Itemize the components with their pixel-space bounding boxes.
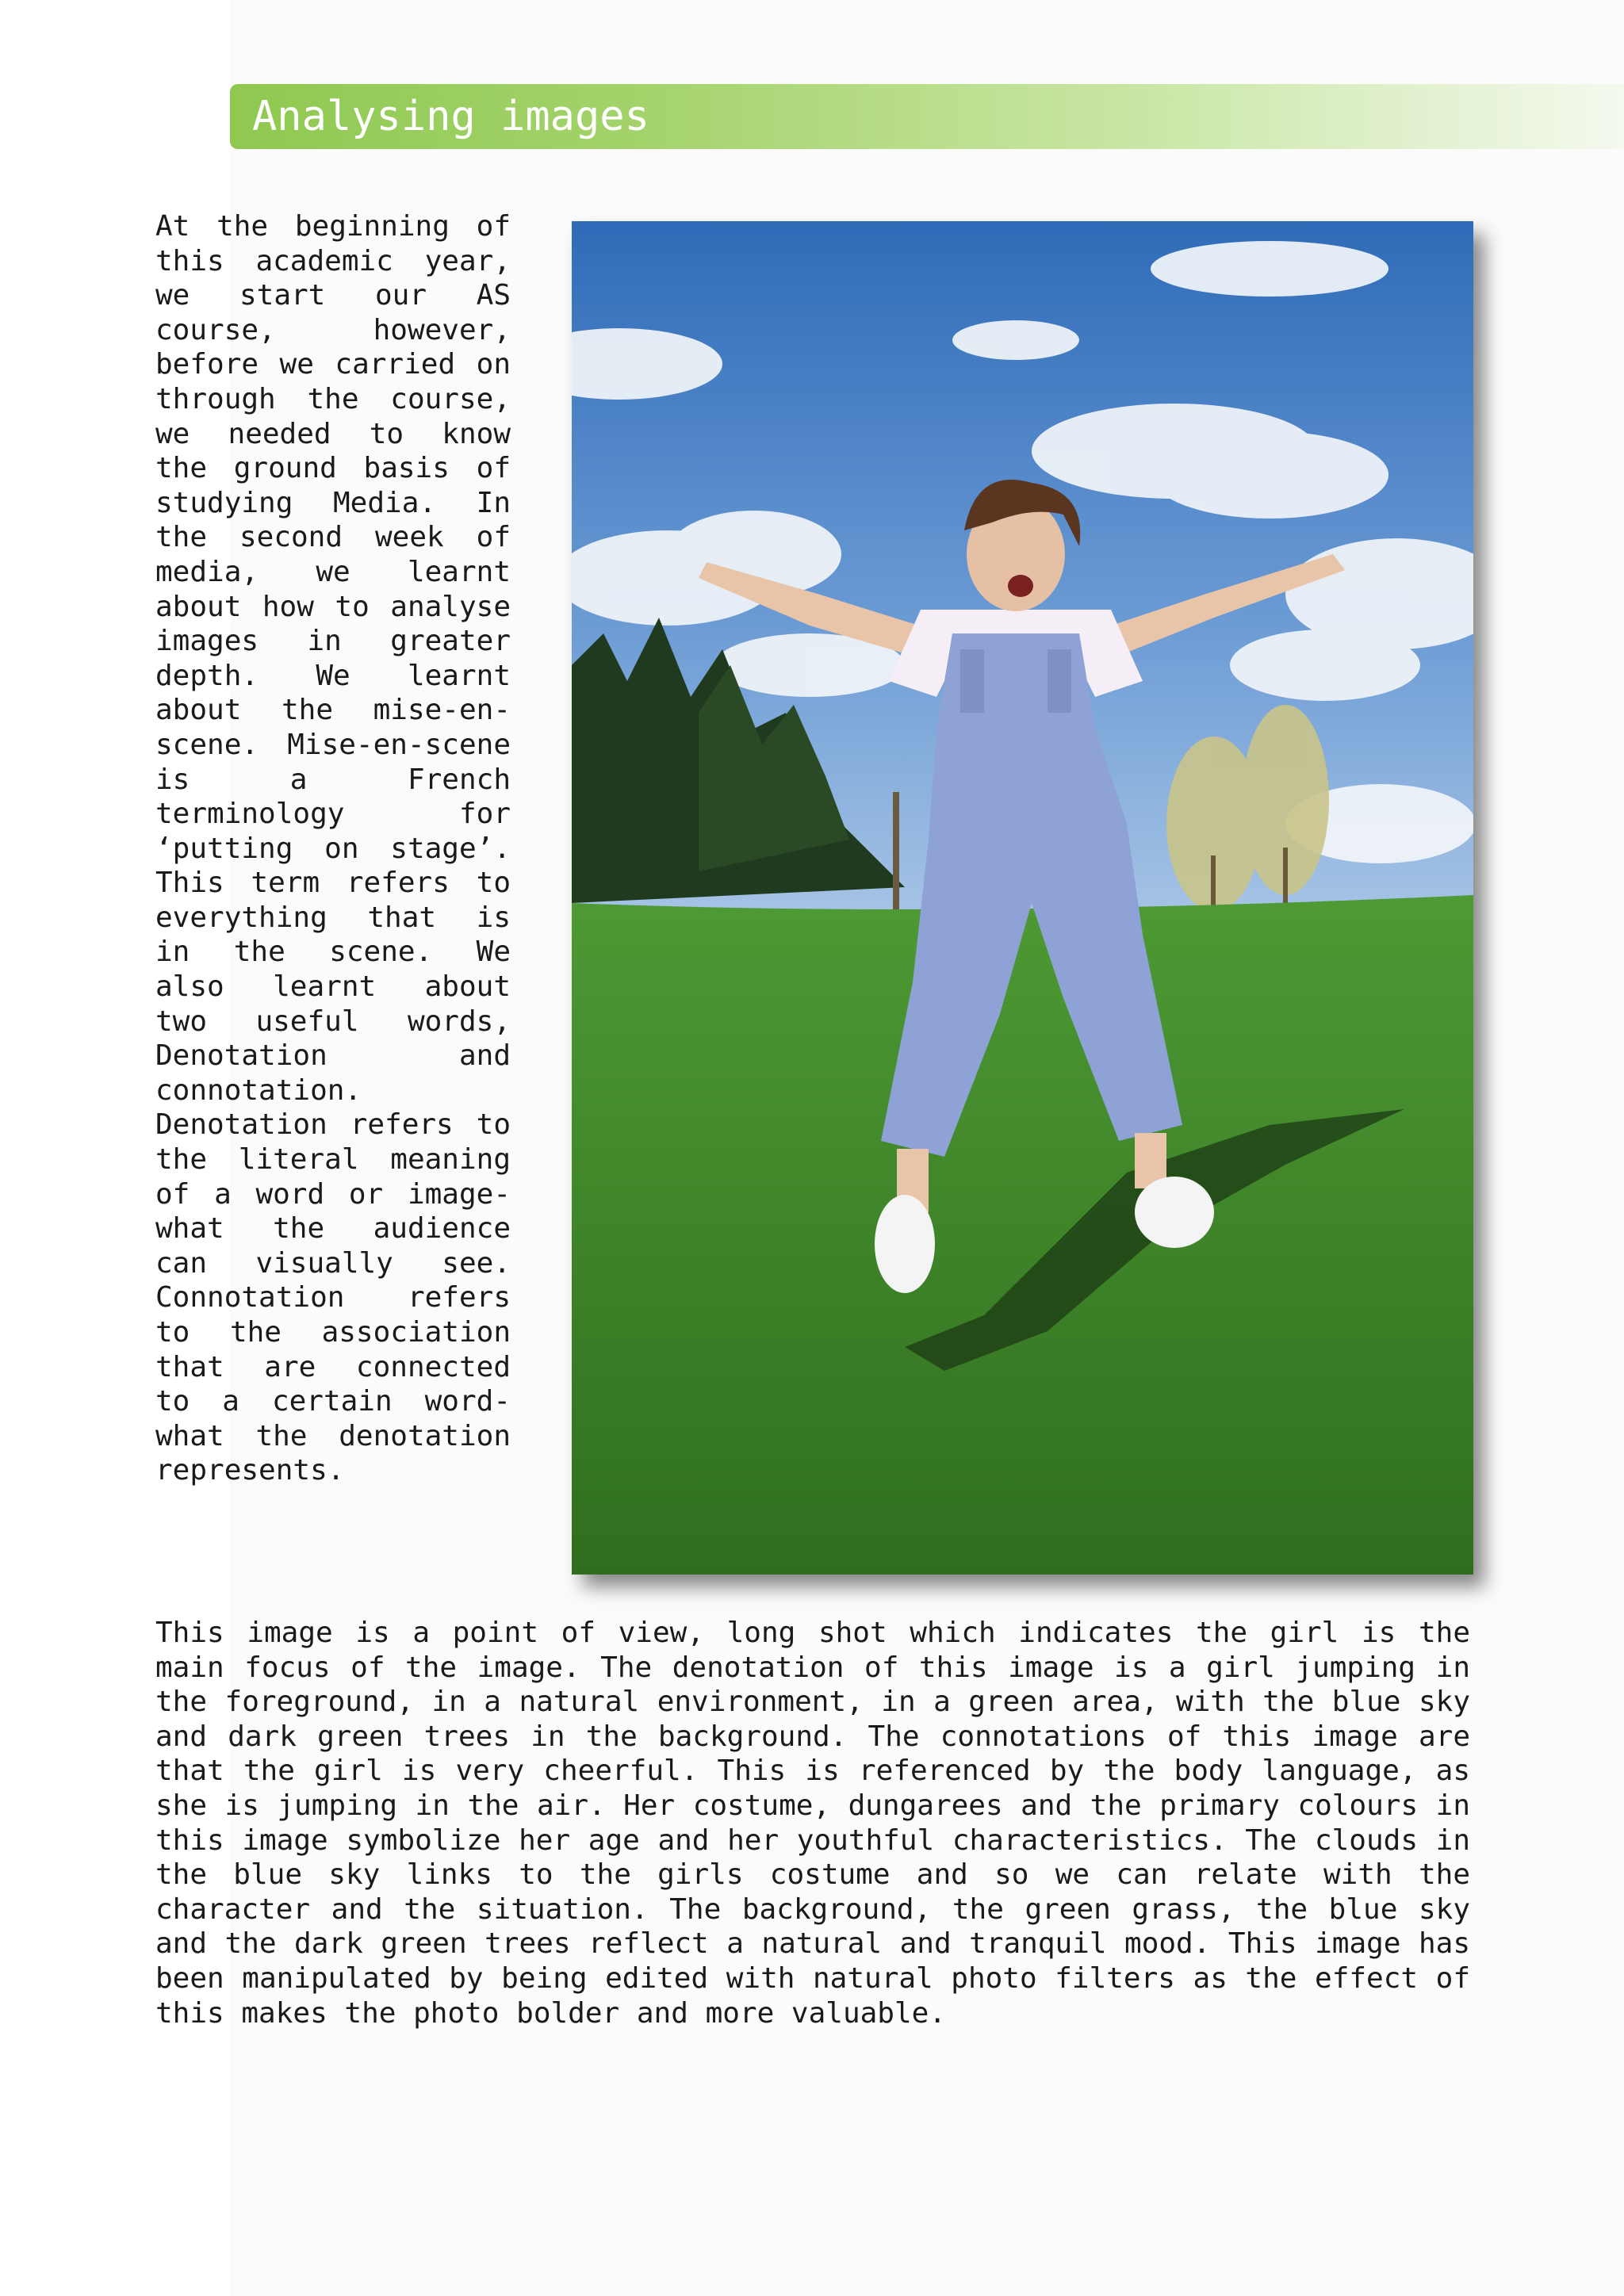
section-title-bar	[230, 84, 1624, 149]
page-title: Analysing images	[252, 93, 649, 140]
girl-jumping-photo	[572, 221, 1473, 1575]
intro-paragraph: At the beginning of this academic year, we start our AS course, however, before we carried on through the course, we needed to know the ground basis of studying Media. In the second week of media, we learnt about how to analyse images in greater depth. We learnt about the mise-en-scene. Mise-en-scene is a French terminology for ‘putting on stage’. This term refers to everything that is in the scene. We also learnt about two useful words, Denotation and connotation. Denotation refers to the literal meaning of a word or image- what the audience can visually see. Connotation refers to the association that are connected to a certain word- what the denotation represents.	[155, 210, 511, 1487]
analysis-paragraph: This image is a point of view, long shot which indicates the girl is the main focus of the image. The denotation of this image is a girl jumping in the foreground, in a natural environment, in a green area, with the blue sky and dark green trees in the background. The connotations of this image are that the girl is very cheerful. This is referenced by the body language, as she is jumping in the air. Her costume, dungarees and the primary colours in this image symbolize her age and her youthful characteristics. The clouds in the blue sky links to the girls costume and so we can relate with the character and the situation. The background, the green grass, the blue sky and the dark green trees reflect a natural and tranquil mood. This image has been manipulated by being edited with natural photo filters as the effect of this makes the photo bolder and more valuable.	[155, 1617, 1470, 2030]
